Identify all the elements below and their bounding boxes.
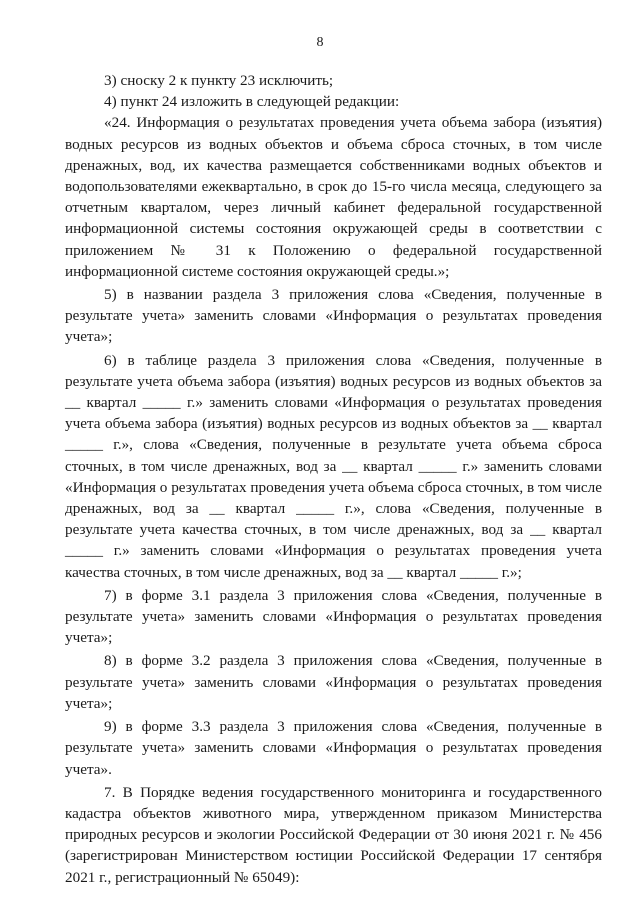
paragraph-section-7: 7. В Порядке ведения государственного мониторинга и государственного кадастра объектов животного мира, утвержденном приказом Министерства природных ресурсов и экологии Российской Федерации от 30 июня 2021 г. № 456 (зарегистрирован Министерством юстиции Российской Федерации 17 сентября 2021 г., регистрационный № 65049): xyxy=(65,783,602,886)
document-body xyxy=(65,70,602,888)
paragraph-item-4: 4) пункт 24 изложить в следующей редакции: xyxy=(104,93,400,111)
paragraph-item-7: 7) в форме 3.1 раздела 3 приложения слова «Сведения, полученные в результате учета» заменить словами «Информация о результатах проведения учета»; xyxy=(65,586,602,647)
paragraph-item-8: 8) в форме 3.2 раздела 3 приложения слова «Сведения, полученные в результате учета» заменить словами «Информация о результатах проведения учета»; xyxy=(65,652,602,712)
paragraph-item-5: 5) в названии раздела 3 приложения слова «Сведения, полученные в результате учета» заменить словами «Информация о результатах проведения учета»; xyxy=(65,286,602,346)
paragraph-item-6: 6) в таблице раздела 3 приложения слова «Сведения, полученные в результате учета объема забора (изъятия) водных ресурсов из водных объектов за __ квартал _____ г.» заменить словами «Информация о результатах проведения учета объема забора (изъятия) водных ресурсов из водных объектов за __ квартал _____ г.», слова «Сведения, полученные в результате учета объема сброса сточных, в том числе дренажных, вод за __ квартал _____ г.» заменить словами «Информация о результатах проведения учета объема сброса сточных, в том числе дренажных, вод за __ квартал _____ г.», слова «Сведения, полученные в результате учета качества сточных, в том числе дренажных, вод за __ квартал _____ г.» заменить словами «Информация о результатах проведения учета качества сточных, в том числе дренажных, вод за __ квартал _____ г.»; xyxy=(65,351,602,581)
paragraph-item-9: 9) в форме 3.3 раздела 3 приложения слова «Сведения, полученные в результате учета» заменить словами «Информация о результатах проведения учета». xyxy=(65,718,602,778)
paragraph-quote-24: «24. Информация о результатах проведения учета объема забора (изъятия) водных ресурсов из водных объектов и объема сброса сточных, в том числе дренажных, вод, их качества размещается собственниками водных объектов и водопользователями ежеквартально, в срок до 15-го числа месяца, следующего за отчетным кварталом, через личный кабинет федеральной государственной информационной системы состояния окружающей среды в соответствии с приложением № 31 к Положению о федеральной государственной информационной системе состояния окружающей среды.»; xyxy=(65,114,602,280)
paragraph-item-3: 3) сноску 2 к пункту 23 исключить; xyxy=(104,72,334,89)
page-number: 8 xyxy=(316,35,324,50)
